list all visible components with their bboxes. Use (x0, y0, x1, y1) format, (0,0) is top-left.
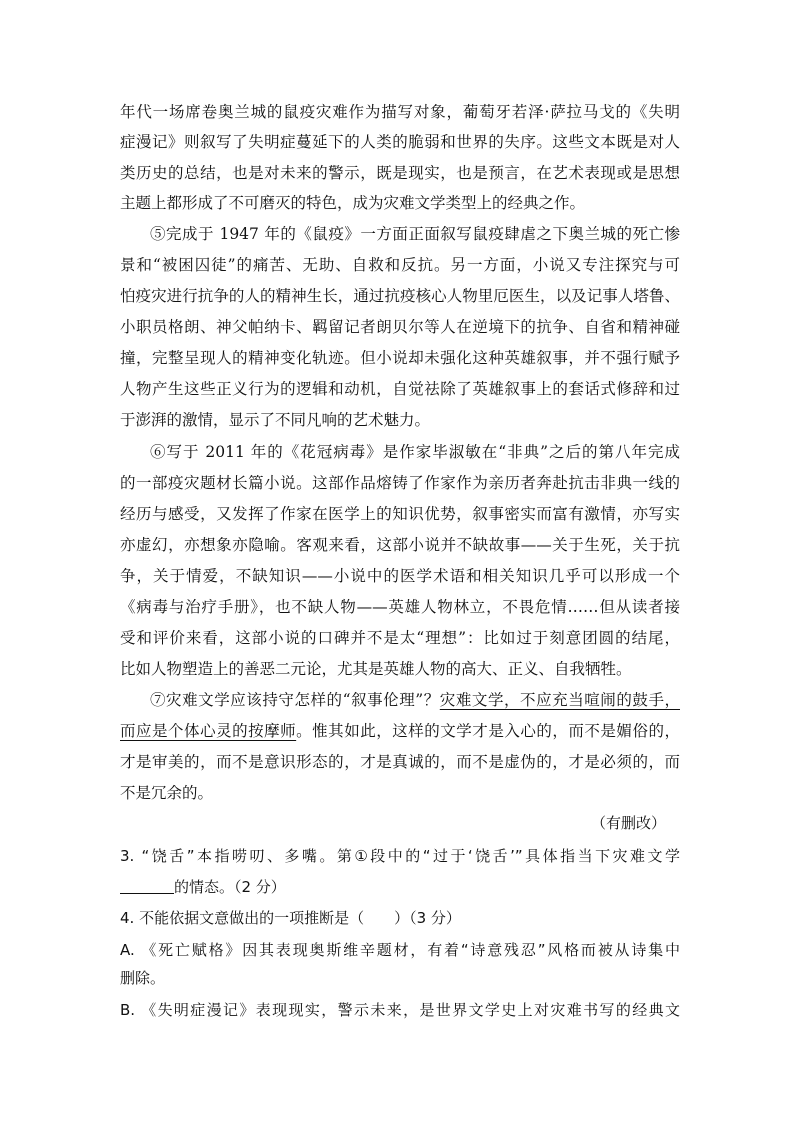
paragraph-4-line: 主题上都形成了不可磨灭的特色，成为灾难文学类型上的经典之作。 (120, 194, 586, 212)
paragraph-6-line: 比如人物塑造上的善恶二元论，尤其是英雄人物的高大、正义、自我牺牲。 (120, 660, 632, 678)
paragraph-5-line: 人物产生这些正义行为的逻辑和动机，自觉祛除了英雄叙事上的套话式修辞和过 (120, 380, 680, 398)
paragraph-7-line: 才是审美的，而不是意识形态的，才是真诚的，而不是虚伪的，才是必须的，而 (120, 753, 680, 771)
paragraph-5-line: ⑤完成于 1947 年的《鼠疫》一方面正面叙写鼠疫肆虐之下奥兰城的死亡惨 (150, 225, 680, 243)
paragraph-4-line: 类历史的总结，也是对未来的警示，既是现实，也是预言，在艺术表现或是思想 (120, 164, 680, 182)
option-b-line: B. 《失明症漫记》表现现实，警示未来，是世界文学史上对灾难书写的经典文 (120, 1001, 680, 1019)
paragraph-4-line: 年代一场席卷奥兰城的鼠疫灾难作为描写对象，葡萄牙若泽·萨拉马戈的《失明 (120, 103, 680, 121)
question-4-text: 4. 不能依据文意做出的一项推断是（ (120, 909, 365, 927)
paragraph-5-line: 撞，完整呈现人的精神变化轨迹。但小说却未强化这种英雄叙事，并不强行赋予 (120, 349, 680, 367)
paragraph-7-line (150, 690, 680, 710)
paragraph-6-line: 争，关于情爱，不缺知识——小说中的医学术语和相关知识几乎可以形成一个 (120, 567, 680, 585)
paragraph-7-line (120, 721, 680, 741)
question-4-text: ）（3 分） (394, 909, 461, 927)
paragraph-7-line: 不是冗余的。 (120, 784, 214, 802)
option-a-line: 删除。 (120, 969, 166, 987)
paragraph-7-text: ⑦灾难文学应该持守怎样的“叙事伦理”？ (150, 691, 440, 709)
underlined-sentence: 灾难文学，不应充当喧闹的鼓手， (439, 691, 680, 709)
paragraph-6-line: 受和评价来看，这部小说的口碑并不是太“理想”：比如过于刻意团圆的结尾， (120, 629, 680, 647)
source-note: （有删改） (590, 814, 666, 832)
paragraph-6-line: 的一部疫灾题材长篇小说。这部作品熔铸了作家作为亲历者奔赴抗击非典一线的 (120, 474, 680, 492)
underlined-sentence: 而应是个体心灵的按摩师 (120, 722, 297, 740)
question-4-stem (120, 908, 680, 928)
option-a-line: A. 《死亡赋格》因其表现奥斯维辛题材，有着“诗意残忍”风格而被从诗集中 (120, 941, 680, 959)
paragraph-6-line: 经历与感受，又发挥了作家在医学上的知识优势，叙事密实而富有激情，亦写实 (120, 505, 680, 523)
paragraph-6-line: ⑥写于 2011 年的《花冠病毒》是作家毕淑敏在“非典”之后的第八年完成 (150, 443, 680, 461)
question-3-line: 3. “饶舌”本指唠叨、多嘴。第①段中的“过于‘饶舌’”具体指当下灾难文学 (120, 847, 680, 865)
paragraph-5-line: 怕疫灾进行抗争的人的精神生长，通过抗疫核心人物里厄医生，以及记事人塔鲁、 (120, 287, 680, 305)
answer-blank[interactable] (120, 879, 174, 894)
paragraph-6-line: 亦虚幻，亦想象亦隐喻。客观来看，这部小说并不缺故事——关于生死，关于抗 (120, 536, 680, 554)
paragraph-5-line: 景和“被困囚徒”的痛苦、无助、自救和反抗。另一方面，小说又专注探究与可 (120, 256, 680, 274)
paragraph-4-line: 症漫记》则叙写了失明症蔓延下的人类的脆弱和世界的失序。这些文本既是对人 (120, 133, 680, 151)
paragraph-6-line: 《病毒与治疗手册》，也不缺人物——英雄人物林立，不畏危情……但从读者接 (120, 598, 680, 616)
paragraph-5-line: 于澎湃的激情，显示了不同凡响的艺术魅力。 (120, 411, 431, 429)
question-3-line (120, 877, 680, 897)
question-3-text: 的情态。（2 分） (174, 878, 286, 896)
paragraph-5-line: 小职员格朗、神父帕纳卡、羁留记者朗贝尔等人在逆境下的抗争、自省和精神碰 (120, 318, 680, 336)
paragraph-7-text: 。惟其如此，这样的文学才是入心的，而不是媚俗的， (296, 722, 680, 740)
